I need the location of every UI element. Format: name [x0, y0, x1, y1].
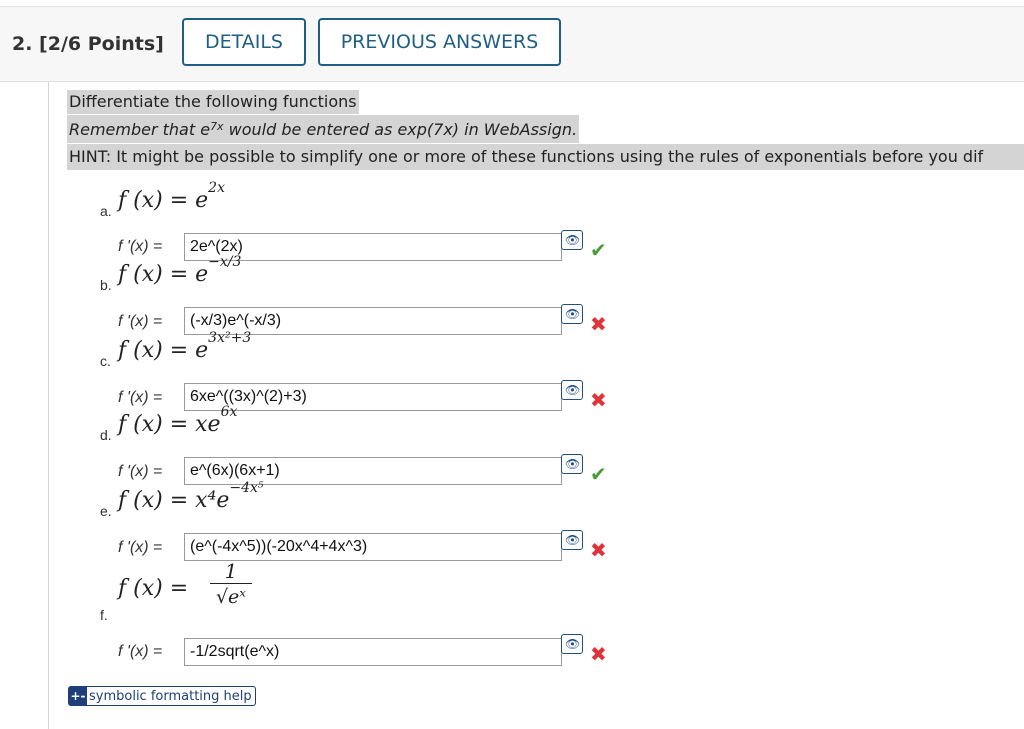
eye-icon: 👁 — [565, 383, 581, 397]
part-a-correct-icon: ✔ — [590, 238, 607, 262]
part-e-answer-input[interactable]: (e^(-4x^5))(-20x^4+4x^3) — [184, 533, 562, 561]
part-d-correct-icon: ✔ — [590, 462, 607, 486]
eye-icon: 👁 — [565, 307, 581, 321]
question-body-border — [48, 82, 49, 729]
part-e-derivative-label: f '(x) = — [118, 539, 163, 556]
part-a-function: f $(x) = e^{2x}$ — [118, 180, 225, 213]
part-f-answer-input[interactable]: -1/2sqrt(e^x) — [184, 638, 562, 666]
part-f-derivative-label: f '(x) = — [118, 643, 163, 660]
part-b-answer-input[interactable]: (-x/3)e^(-x/3) — [184, 307, 562, 335]
question-header — [0, 7, 1024, 82]
part-b-preview-button[interactable] — [561, 304, 583, 324]
part-d-function: f $(x) = xe^{6x}$ — [118, 404, 238, 437]
part-c-letter: c. — [100, 353, 111, 369]
top-border — [0, 0, 1024, 7]
part-f-fraction — [210, 560, 252, 609]
symbolic-formatting-help-link[interactable] — [68, 686, 256, 706]
reminder-line: Remember that $e^{7x}$ would be entered as exp(7x) in WebAssign. — [67, 115, 579, 143]
previous-answers-button[interactable]: PREVIOUS ANSWERS — [318, 18, 561, 66]
part-b-incorrect-icon: ✖ — [590, 312, 607, 336]
part-e-letter: e. — [100, 503, 112, 519]
help-label: symbolic formatting help — [89, 688, 252, 704]
eye-icon: 👁 — [565, 233, 581, 247]
plus-minus-icon: +- — [70, 689, 86, 703]
part-f-function-lhs: f (x) = — [118, 576, 189, 601]
fraction-numerator: 1 — [224, 559, 238, 583]
part-c-derivative-label: f '(x) = — [118, 389, 163, 406]
part-b-derivative-label: f '(x) = — [118, 313, 163, 330]
part-d-derivative-label: f '(x) = — [118, 463, 163, 480]
part-e-incorrect-icon: ✖ — [590, 538, 607, 562]
part-f-incorrect-icon: ✖ — [590, 642, 607, 666]
eye-icon: 👁 — [565, 637, 581, 651]
part-b-letter: b. — [100, 277, 112, 293]
part-c-function: f $(x) = e^{3x^2+3}$ — [118, 330, 252, 363]
part-e-preview-button[interactable] — [561, 530, 583, 550]
part-a-derivative-label: f '(x) = — [118, 238, 163, 255]
part-a-preview-button[interactable] — [561, 230, 583, 250]
part-a-answer-input[interactable]: 2e^(2x) — [184, 233, 562, 261]
eye-icon: 👁 — [565, 533, 581, 547]
part-c-preview-button[interactable] — [561, 380, 583, 400]
eye-icon: 👁 — [565, 457, 581, 471]
fraction-denominator: √eˣ — [215, 586, 247, 608]
fraction-bar — [210, 583, 252, 584]
part-f-letter: f. — [100, 607, 108, 623]
part-d-answer-input[interactable]: e^(6x)(6x+1) — [184, 457, 562, 485]
part-e-function: f $(x) = x^4e^{-4x^5}$ — [118, 480, 264, 513]
part-d-letter: d. — [100, 427, 112, 443]
details-button[interactable]: DETAILS — [182, 18, 306, 66]
part-a-letter: a. — [100, 203, 112, 219]
hint-line: HINT: It might be possible to simplify one or more of these functions using the rules of exponentials before you dif — [67, 144, 1024, 170]
question-title: 2. [2/6 Points] — [12, 33, 164, 55]
part-b-function: f $(x) = e^{-x/3}$ — [118, 254, 242, 287]
part-c-incorrect-icon: ✖ — [590, 388, 607, 412]
part-f-preview-button[interactable] — [561, 634, 583, 654]
part-d-preview-button[interactable] — [561, 454, 583, 474]
instruction-line: Differentiate the following functions — [67, 90, 359, 114]
part-c-answer-input[interactable]: 6xe^((3x)^(2)+3) — [184, 383, 562, 411]
